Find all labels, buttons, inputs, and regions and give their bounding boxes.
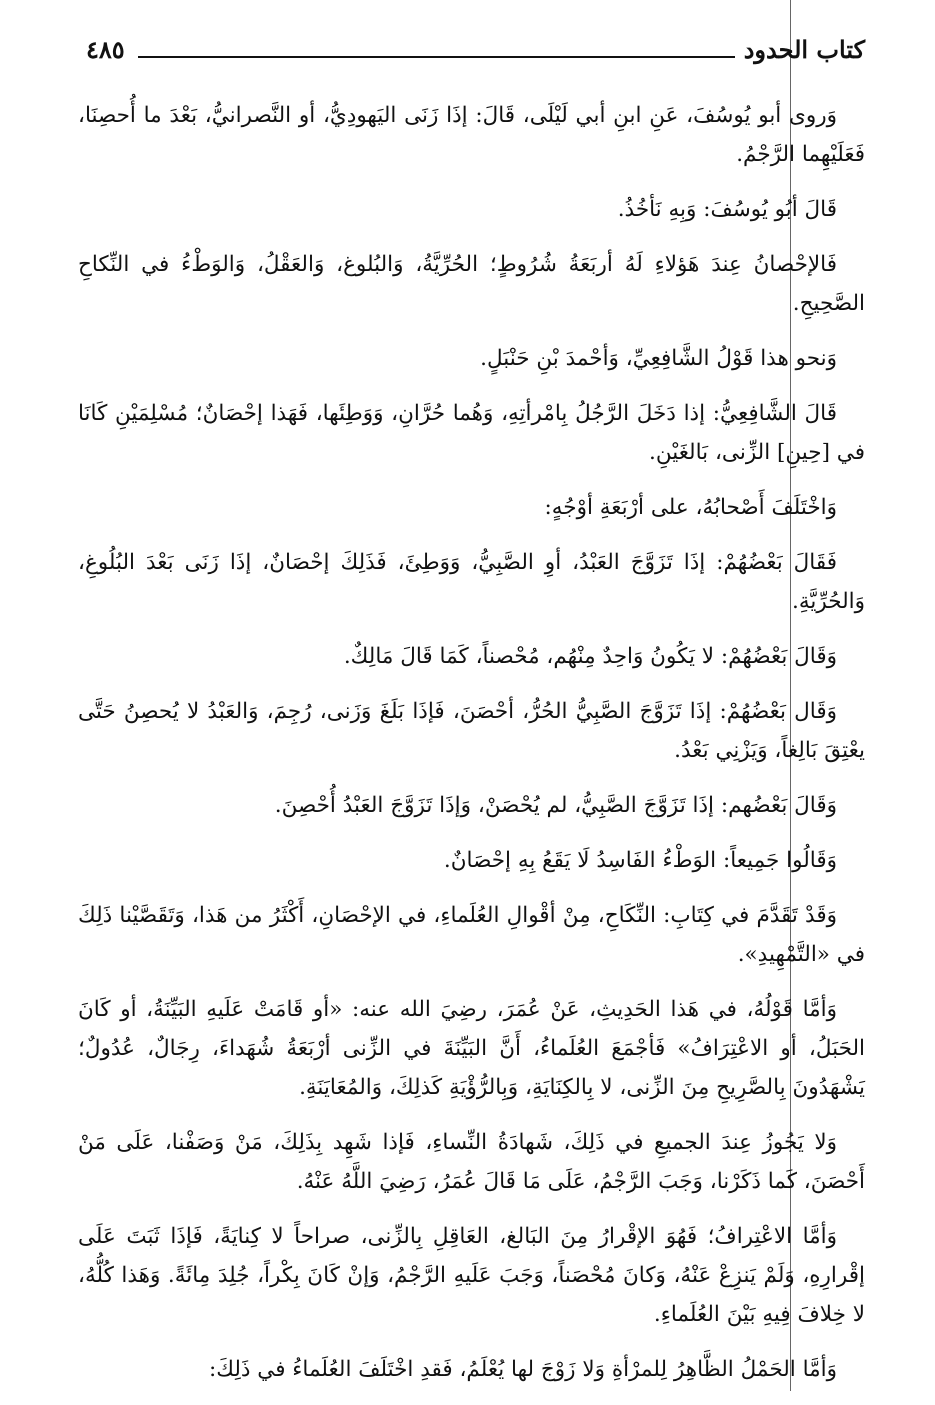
page-number: ٤٨٥ xyxy=(86,35,125,64)
paragraph: قَالَ أبُو يُوسُفَ: وَبِهِ نَأخُذُ. xyxy=(617,197,837,222)
paragraph: وَاخْتَلَفَ أَصْحابُهُ، على أرْبَعَةِ أوْجُهٍ: xyxy=(544,495,837,520)
paragraph: وَقَدْ تَقَدَّمَ في كِتَابِ: النِّكَاحِ، مِنْ أقْوالِ العُلَماءِ، في الإحْصَانِ، أَكْثَرُ من هَذا، وَتَقَصَّيْنا ذَلِكَ في «التَّمْهِيدِ». xyxy=(78,903,865,967)
paragraph: وَنحو هذا قَوْلُ الشَّافِعِيِّ، وَأحْمدَ بْنِ حَنْبَلٍ. xyxy=(480,346,837,371)
paragraph: وَروى أبو يُوسُفَ، عَنِ ابنِ أبي لَيْلَى، قَالَ: إذَا زَنَى اليَهودِيُّ، أو النَّصرانيُّ، بَعْدَ ما أُحصِنَا، فَعَلَيْهِما الرَّجْمُ. xyxy=(78,103,865,167)
paragraph: وَلا يَجُوزُ عِندَ الجميعِ في ذَلِكَ، شَهادَةُ النِّساءِ، فَإذا شَهِد بِذَلِكَ، مَنْ وَصَفْنا، عَلَى مَنْ أَحْصَنَ، كَما ذَكَرْنا، وَجَبَ الرَّجْمُ، عَلَى مَا قَالَ عُمَرُ، رَضِيَ اللَّهُ عَنْهُ. xyxy=(78,1130,865,1194)
paragraph: قَالَ الشَّافِعِيُّ: إذا دَخَلَ الرَّجُلُ بِامْرأتِهِ، وَهُما حُرَّانِ، وَوَطِئَها، فَهَذا إحْصَانٌ؛ مُسْلِمَيْنِ كَانَا في [حِينِ] الزِّنى، بَالغَيْنِ. xyxy=(78,401,865,465)
page-body xyxy=(78,96,865,1405)
paragraph: وَقَالَ بَعْضُهم: إذَا تَزَوَّجَ الصَّبِيُّ، لم يُحْصَنْ، وَإذَا تَزَوَّجَ العَبْدُ أُحْصِنَ. xyxy=(274,793,837,818)
header-rule xyxy=(138,56,735,58)
paragraph: وَقَالَ بَعْضُهُمْ: لا يَكُونُ وَاحِدٌ مِنْهُم، مُحْصناً، كَمَا قَالَ مَالِكٌ. xyxy=(343,644,837,669)
paragraph: وَأمَّا الاعْتِرافُ؛ فَهُوَ الإقْرارُ مِنَ البَالغ، العَاقِلِ بِالزِّنى، صراحاً لا كِنايَةً، فَإذَا ثَبَتَ عَلَى إقْرارِهِ، وَلَمْ يَنزِعْ عَنْهُ، وَكانَ مُحْصَناً، وَجَبَ عَلَيهِ الرَّجْمُ، وَإنْ كَانَ بِكْراً، جُلِدَ مِائَةً. وَهَذا كُلُّهُ، لا خِلافَ فِيهِ بَيْنَ العُلَماءِ. xyxy=(78,1224,865,1327)
paragraph: وَقَال بَعْضُهُمْ: إذَا تَزَوَّجَ الصَّبِيُّ الحُرُّ، أحْصَنَ، فَإذَا بَلَغَ وَزَنى، رُجِمَ، وَالعَبْدُ لا يُحصِنُ حَتَّى يعْتِقَ بَالِغاً، وَيَزْنِي بَعْدُ. xyxy=(78,699,865,763)
paragraph: وَأمَّا قَوْلُهُ، في هَذا الحَدِيثِ، عَنْ عُمَرَ، رضِيَ الله عنه: «أو قَامَتْ عَلَيهِ البَيِّنَةُ، أو كَانَ الحَبَلُ، أو الاعْتِرَافُ» فَأجْمَعَ العُلَماءُ، أَنَّ البَيِّنَةَ في الزِّنى أرْبَعَةُ شُهَداءَ، رِجَالٌ، عُدُولٌ؛ يَشْهَدُونَ بِالصَّرِيحِ مِنَ الزِّنى، لا بِالكِنَايَةِ، وَبِالرُّؤْيَةِ كَذلِكَ، وَالمُعَايَنَةِ. xyxy=(78,997,865,1100)
paragraph: وَأمَّا الحَمْلُ الظَّاهِرُ لِلمرْأةِ وَلا زَوْجَ لها يُعْلَمُ، فَقدِ اخْتَلَفَ العُلَماءُ في ذَلِكَ: xyxy=(208,1357,837,1382)
page-header xyxy=(86,30,865,70)
paragraph: فَقَالَ بَعْضُهُمْ: إذَا تَزَوَّجَ العَبْدُ، أوِ الصَّبِيُّ، وَوَطِئَ، فَذَلِكَ إحْصَانٌ، إذَا زَنَى بَعْدَ البُلُوغِ، وَالحُرِّيَّةِ. xyxy=(78,550,865,614)
paragraph: فَالإحْصانُ عِندَ هَؤلاءِ لَهُ أربَعَةُ شُرُوطٍ؛ الحُرِّيَّةُ، وَالبُلوغ، وَالعَقْلُ، وَالوَطْءُ في النِّكاحِ الصَّحِيحِ. xyxy=(78,252,865,316)
running-head-title: كتاب الحدود xyxy=(743,35,865,64)
paragraph: وَقَالُوا جَمِيعاً: الوَطْءُ الفَاسِدُ لَا يَقَعُ بِهِ إحْصَانٌ. xyxy=(443,848,837,873)
